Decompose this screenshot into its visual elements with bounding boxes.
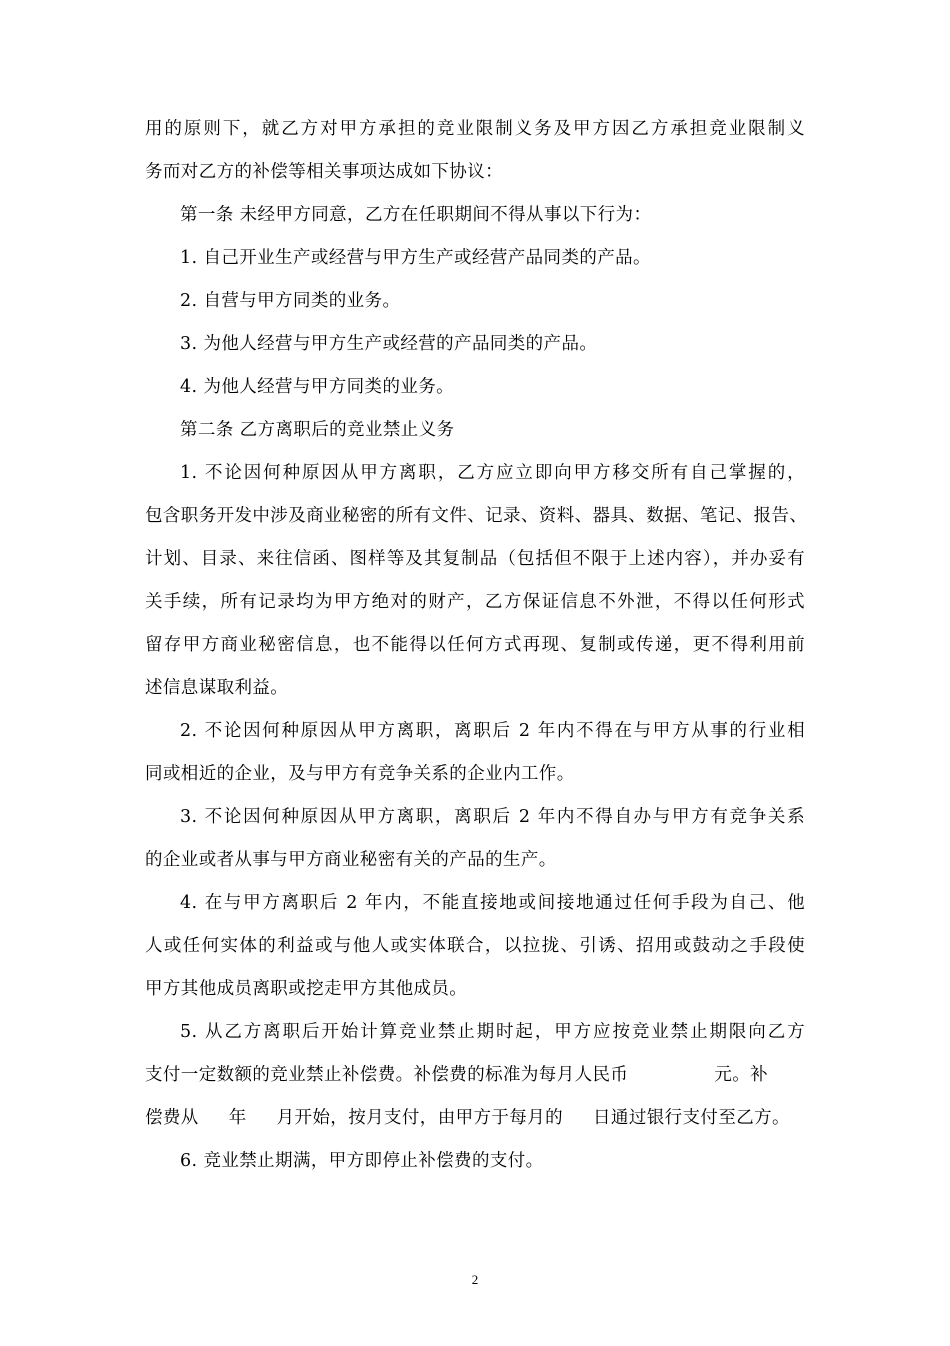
text-line: 人或任何实体的利益或与他人或实体联合，以拉拢、引诱、招用或鼓动之手段使 bbox=[145, 936, 805, 956]
text-line: 用的原则下，就乙方对甲方承担的竞业限制义务及甲方因乙方承担竞业限制义 bbox=[145, 119, 805, 139]
text-line: 留存甲方商业秘密信息，也不能得以任何方式再现、复制或传递，更不得利用前 bbox=[145, 635, 805, 655]
text-line: 务而对乙方的补偿等相关事项达成如下协议： bbox=[145, 162, 503, 182]
list-item: 1. 自己开业生产或经营与甲方生产或经营产品同类的产品。 bbox=[180, 248, 651, 268]
text-line bbox=[145, 1097, 805, 1140]
list-item: 4. 为他人经营与甲方同类的业务。 bbox=[180, 377, 455, 397]
text-line: 关手续，所有记录均为甲方绝对的财产，乙方保证信息不外泄，不得以任何形式 bbox=[145, 592, 805, 612]
list-item: 4. 在与甲方离职后 2 年内，不能直接地或间接地通过任何手段为自己、他 bbox=[180, 893, 805, 913]
text-line: 的企业或者从事与甲方商业秘密有关的产品的生产。 bbox=[145, 850, 557, 870]
page-number: 2 bbox=[471, 1272, 479, 1287]
list-item: 5. 从乙方离职后开始计算竞业禁止期时起，甲方应按竞业禁止期限向乙方 bbox=[180, 1022, 805, 1042]
list-item: 2. 不论因何种原因从甲方离职，离职后 2 年内不得在与甲方从事的行业相 bbox=[180, 721, 805, 741]
article-heading: 第一条 未经甲方同意，乙方在任职期间不得从事以下行为： bbox=[180, 205, 652, 225]
text-segment: 支付一定数额的竞业禁止补偿费。补偿费的标准为每月人民币 bbox=[145, 1065, 629, 1085]
text-line: 计划、目录、来往信函、图样等及其复制品（包括但不限于上述内容），并办妥有 bbox=[145, 549, 805, 569]
list-item: 2. 自营与甲方同类的业务。 bbox=[180, 291, 401, 311]
list-item: 1. 不论因何种原因从甲方离职，乙方应立即向甲方移交所有自己掌握的， bbox=[180, 463, 805, 483]
text-segment: 元。补 bbox=[714, 1065, 769, 1085]
text-line: 同或相近的企业，及与甲方有竞争关系的企业内工作。 bbox=[145, 764, 575, 784]
text-line: 包含职务开发中涉及商业秘密的所有文件、记录、资料、器具、数据、笔记、报告、 bbox=[145, 506, 808, 526]
text-segment: 日通过银行支付至乙方。 bbox=[593, 1108, 790, 1128]
text-segment: 月开始，按月支付，由甲方于每月的 bbox=[276, 1108, 564, 1128]
list-item: 6. 竞业禁止期满，甲方即停止补偿费的支付。 bbox=[180, 1151, 544, 1171]
text-line bbox=[145, 1054, 805, 1097]
text-segment: 年 bbox=[228, 1108, 247, 1128]
text-line: 甲方其他成员离职或挖走甲方其他成员。 bbox=[145, 979, 468, 999]
list-item: 3. 为他人经营与甲方生产或经营的产品同类的产品。 bbox=[180, 334, 598, 354]
text-segment: 偿费从 bbox=[145, 1108, 199, 1128]
article-heading: 第二条 乙方离职后的竞业禁止义务 bbox=[180, 420, 455, 440]
list-item: 3. 不论因何种原因从甲方离职，离职后 2 年内不得自办与甲方有竞争关系 bbox=[180, 807, 805, 827]
document-body bbox=[145, 108, 808, 1183]
text-line: 述信息谋取利益。 bbox=[145, 678, 289, 698]
